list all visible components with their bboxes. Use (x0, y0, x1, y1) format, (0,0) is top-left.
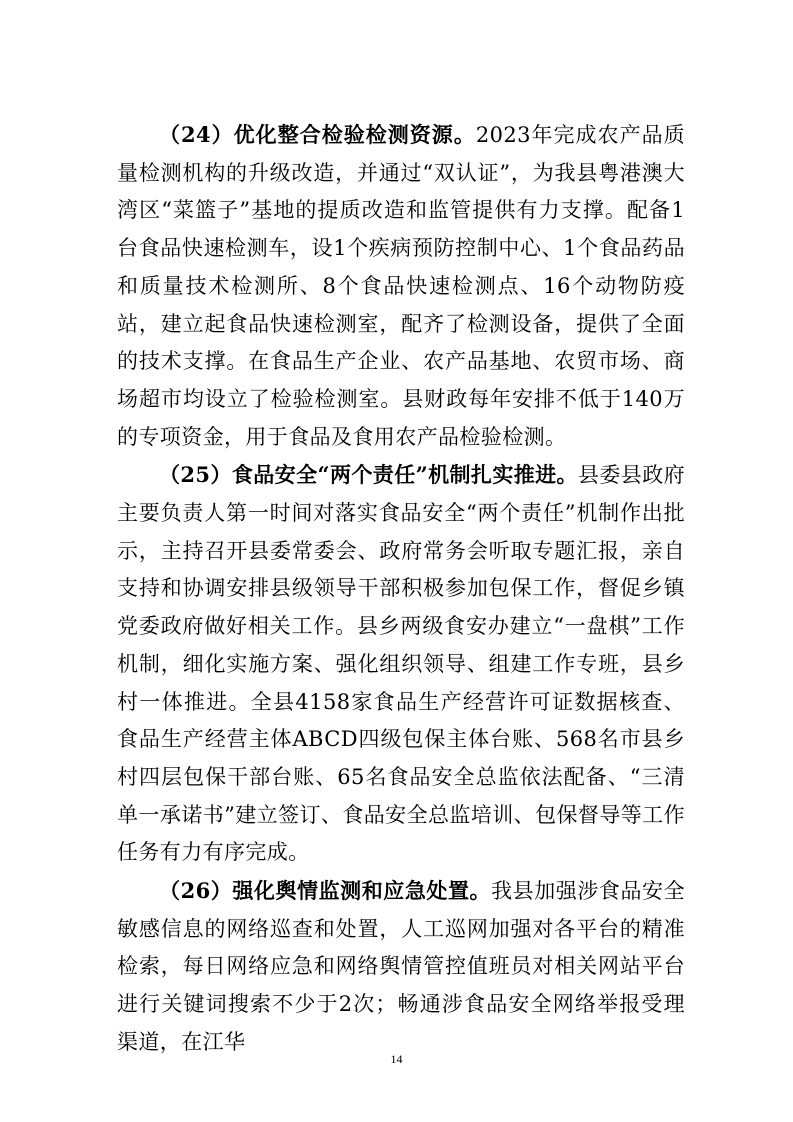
paragraph-heading: （25）食品安全“两个责任”机制扎实推进。 (159, 462, 578, 488)
paragraph-24 (117, 116, 685, 456)
paragraph-text: 我县加强涉食品安全敏感信息的网络巡查和处置，人工巡网加强对各平台的精准检索，每日网络应急和网络舆情管控值班员对相关网站平台进行关键词搜索不少于2次；畅通涉食品安全网络举报受理渠道，在江华 (117, 879, 685, 1054)
document-body (117, 116, 685, 1062)
paragraph-26 (117, 872, 685, 1062)
page-number: 14 (390, 1052, 403, 1066)
paragraph-25 (117, 456, 685, 872)
paragraph-heading: （24）优化整合检验检测资源。 (159, 122, 476, 147)
paragraph-heading: （26）强化舆情监测和应急处置。 (159, 878, 492, 904)
paragraph-text: 2023年完成农产品质量检测机构的升级改造，并通过“双认证”，为我县粤港澳大湾区“菜篮子”基地的提质改造和监管提供有力支撑。配备1台食品快速检测车，设1个疾病预防控制中心、1个食品药品和质量技术检测所、8个食品快速检测点、16个动物防疫站，建立起食品快速检测室，配齐了检测设备，提供了全面的技术支撑。在食品生产企业、农产品基地、农贸市场、商场超市均设立了检验检测室。县财政每年安排不低于140万的专项资金，用于食品及食用农产品检验检测。 (117, 123, 685, 449)
paragraph-text: 县委县政府主要负责人第一时间对落实食品安全“两个责任”机制作出批示，主持召开县委常委会、政府常务会听取专题汇报，亲自支持和协调安排县级领导干部积极参加包保工作，督促乡镇党委政府做好相关工作。县乡两级食安办建立“一盘棋”工作机制，细化实施方案、强化组织领导、组建工作专班，县乡村一体推进。全县4158家食品生产经营许可证数据核查、食品生产经营主体ABCD四级包保主体台账、568名市县乡村四层包保干部台账、65名食品安全总监依法配备、“三清单一承诺书”建立签订、食品安全总监培训、包保督导等工作任务有力有序完成。 (117, 463, 686, 865)
